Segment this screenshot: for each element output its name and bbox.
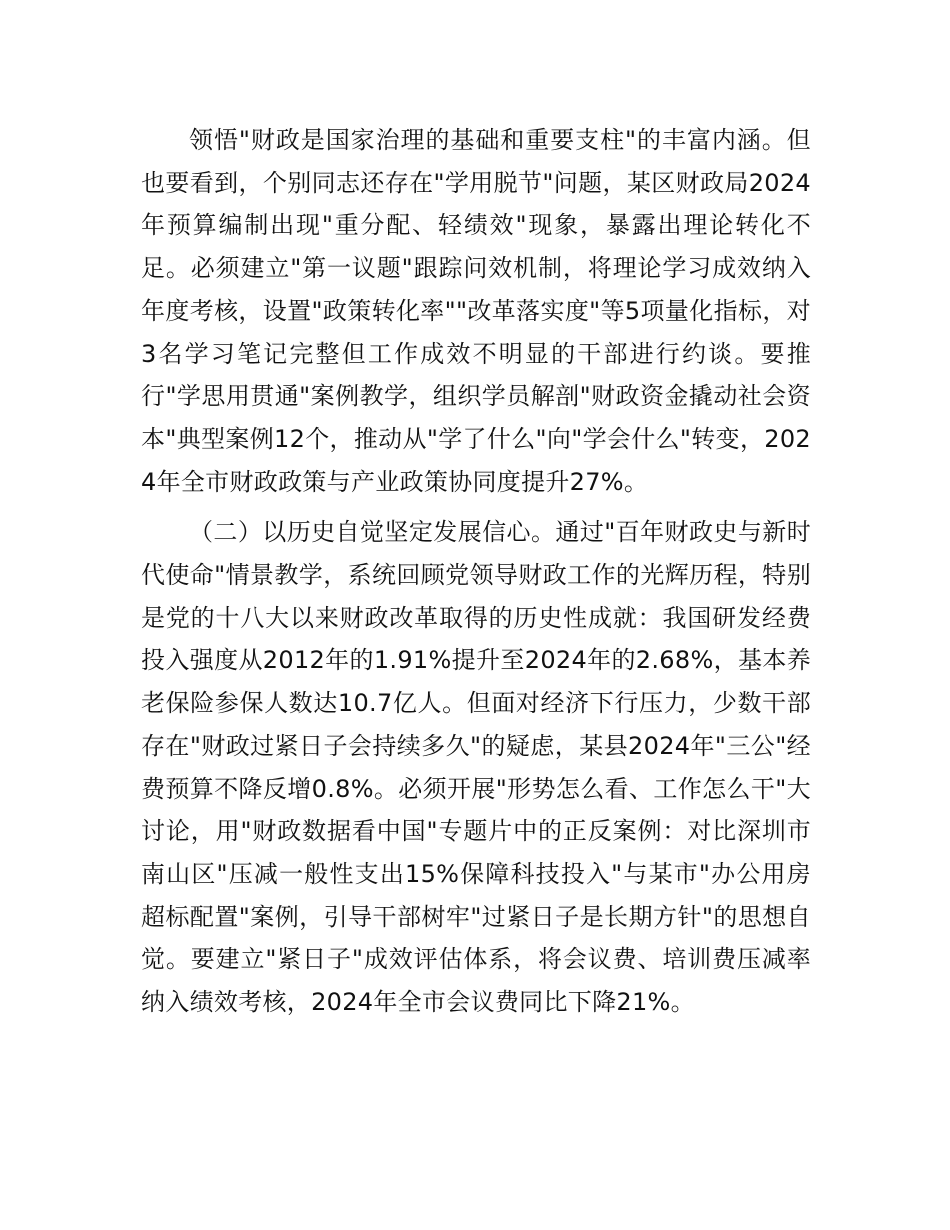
- paragraph-1: 领悟"财政是国家治理的基础和重要支柱"的丰富内涵。但也要看到，个别同志还存在"学用脱节"问题，某区财政局2024年预算编制出现"重分配、轻绩效"现象，暴露出理论转化不足。必须建立"第一议题"跟踪问效机制，将理论学习成效纳入年度考核，设置"政策转化率""改革落实度"等5项量化指标，对3名学习笔记完整但工作成效不明显的干部进行约谈。要推行"学思用贯通"案例教学，组织学员解剖"财政资金撬动社会资本"典型案例12个，推动从"学了什么"向"学会什么"转变，2024年全市财政政策与产业政策协同度提升27%。: [141, 126, 811, 496]
- document-body: [141, 119, 811, 1024]
- paragraph-2: （二）以历史自觉坚定发展信心。通过"百年财政史与新时代使命"情景教学，系统回顾党领导财政工作的光辉历程，特别是党的十八大以来财政改革取得的历史性成就：我国研发经费投入强度从2012年的1.91%提升至2024年的2.68%，基本养老保险参保人数达10.7亿人。但面对经济下行压力，少数干部存在"财政过紧日子会持续多久"的疑虑，某县2024年"三公"经费预算不降反增0.8%。必须开展"形势怎么看、工作怎么干"大讨论，用"财政数据看中国"专题片中的正反案例：对比深圳市南山区"压减一般性支出15%保障科技投入"与某市"办公用房超标配置"案例，引导干部树牢"过紧日子是长期方针"的思想自觉。要建立"紧日子"成效评估体系，将会议费、培训费压减率纳入绩效考核，2024年全市会议费同比下降21%。: [141, 518, 811, 1017]
